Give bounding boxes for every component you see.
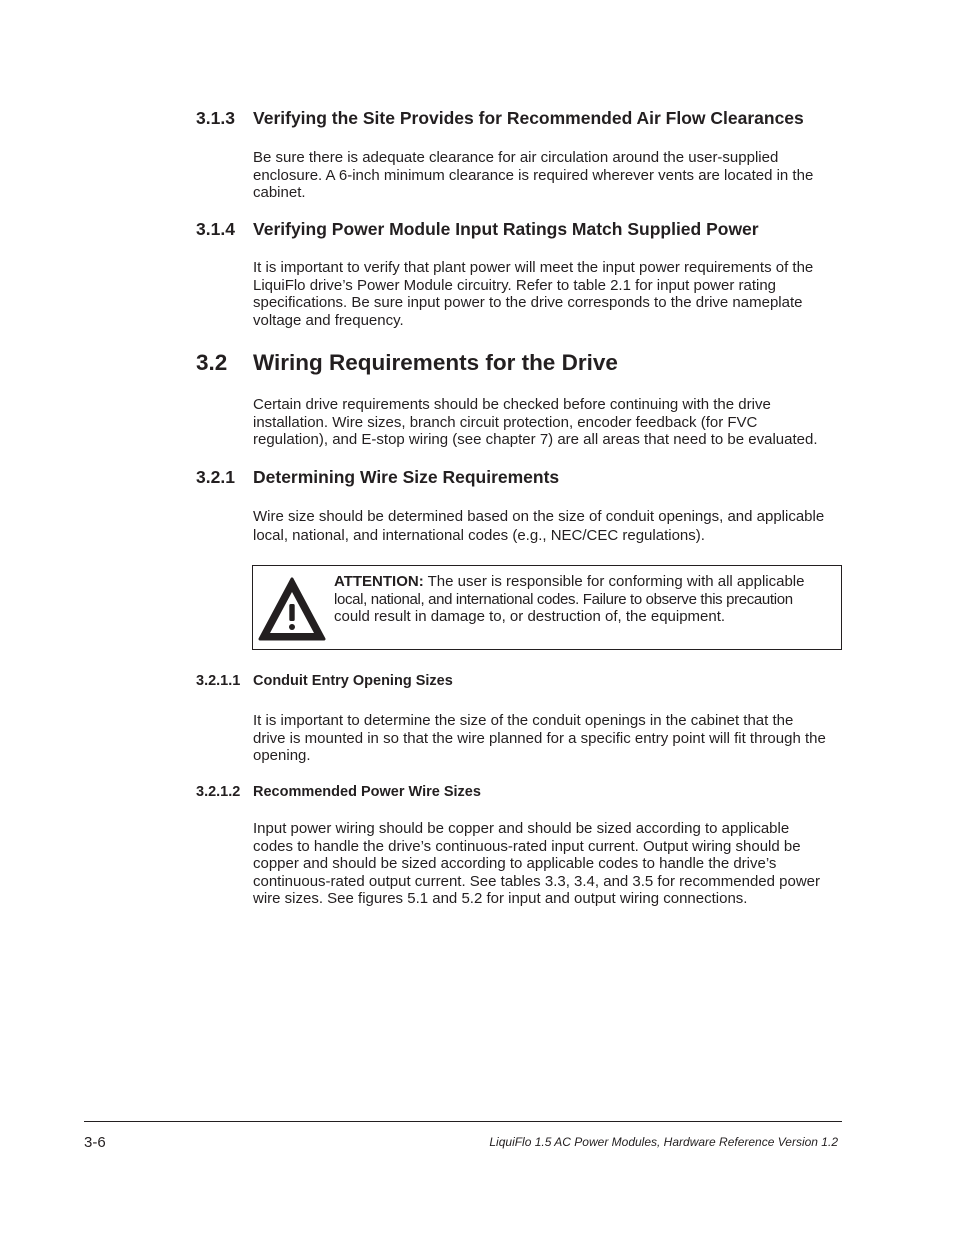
paragraph-line: enclosure. A 6-inch minimum clearance is required wherever vents are located in the bbox=[253, 166, 814, 184]
footer-document-title: LiquiFlo 1.5 AC Power Modules, Hardware Reference Version 1.2 bbox=[489, 1135, 838, 1149]
section-number-3-2-1: 3.2.1 bbox=[196, 467, 235, 487]
paragraph-line: Input power wiring should be copper and should be sized according to applicable bbox=[253, 820, 790, 837]
paragraph-3-1-3 bbox=[253, 149, 843, 202]
paragraph-line: local, national, and international codes (e.g., NEC/CEC regulations). bbox=[253, 527, 705, 544]
paragraph-line: voltage and frequency. bbox=[253, 311, 404, 329]
attention-line-text: The user is responsible for conforming with all applicable bbox=[427, 573, 805, 590]
paragraph-line: continuous-rated output current. See tables 3.3, 3.4, and 3.5 for recommended power bbox=[253, 872, 821, 890]
section-number-3-2-1-2: 3.2.1.2 bbox=[196, 784, 241, 800]
attention-label: ATTENTION: bbox=[334, 573, 424, 590]
paragraph-line: wire sizes. See figures 5.1 and 5.2 for input and output wiring connections. bbox=[253, 890, 748, 907]
paragraph-line: Be sure there is adequate clearance for air circulation around the user-supplied bbox=[253, 149, 779, 166]
section-heading-3-2-1-1: Conduit Entry Opening Sizes bbox=[253, 673, 453, 689]
section-number-3-2: 3.2 bbox=[196, 350, 228, 375]
paragraph-line: It is important to verify that plant power will meet the input power requirements of the bbox=[253, 259, 814, 276]
page-number: 3-6 bbox=[84, 1134, 106, 1151]
section-heading-3-2-1: Determining Wire Size Requirements bbox=[253, 467, 560, 487]
attention-line bbox=[334, 573, 834, 591]
paragraph-line: opening. bbox=[253, 747, 311, 764]
paragraph-line: copper and should be sized according to applicable codes to handle the drive’s bbox=[253, 855, 777, 872]
section-heading-3-2: Wiring Requirements for the Drive bbox=[253, 350, 618, 375]
paragraph-line: regulation), and E-stop wiring (see chapter 7) are all areas that need to be evaluated. bbox=[253, 431, 818, 448]
paragraph-3-2-1-2 bbox=[253, 820, 843, 908]
paragraph-line: installation. Wire sizes, branch circuit protection, encoder feedback (for FVC bbox=[253, 413, 758, 431]
section-number-3-1-3: 3.1.3 bbox=[196, 108, 235, 128]
paragraph-line: Certain drive requirements should be checked before continuing with the drive bbox=[253, 396, 771, 413]
paragraph-3-2 bbox=[253, 396, 843, 449]
attention-text bbox=[334, 573, 834, 626]
footer-divider bbox=[84, 1121, 842, 1122]
paragraph-line: cabinet. bbox=[253, 184, 306, 201]
section-heading-3-1-3: Verifying the Site Provides for Recommended Air Flow Clearances bbox=[253, 108, 804, 128]
warning-triangle-icon bbox=[258, 575, 326, 643]
paragraph-3-1-4 bbox=[253, 259, 843, 329]
section-heading-3-2-1-2: Recommended Power Wire Sizes bbox=[253, 784, 481, 800]
section-number-3-2-1-1: 3.2.1.1 bbox=[196, 673, 241, 689]
paragraph-line: drive is mounted in so that the wire planned for a specific entry point will fit through the bbox=[253, 729, 826, 747]
paragraph-3-2-1 bbox=[253, 507, 843, 545]
paragraph-line: codes to handle the drive’s continuous-rated input current. Output wiring should be bbox=[253, 837, 801, 855]
section-heading-3-1-4: Verifying Power Module Input Ratings Match Supplied Power bbox=[253, 219, 759, 239]
paragraph-3-2-1-1 bbox=[253, 712, 843, 765]
paragraph-line: specifications. Be sure input power to the drive corresponds to the drive nameplate bbox=[253, 294, 803, 311]
attention-line: local, national, and international codes. Failure to observe this precaution bbox=[334, 590, 793, 608]
paragraph-line: LiquiFlo drive’s Power Module circuitry. Refer to table 2.1 for input power rating bbox=[253, 276, 777, 294]
attention-line: could result in damage to, or destruction of, the equipment. bbox=[334, 608, 726, 625]
attention-box bbox=[252, 565, 842, 650]
paragraph-line: Wire size should be determined based on the size of conduit openings, and applicable bbox=[253, 508, 825, 525]
section-number-3-1-4: 3.1.4 bbox=[196, 219, 235, 239]
paragraph-line: It is important to determine the size of the conduit openings in the cabinet that the bbox=[253, 712, 794, 729]
